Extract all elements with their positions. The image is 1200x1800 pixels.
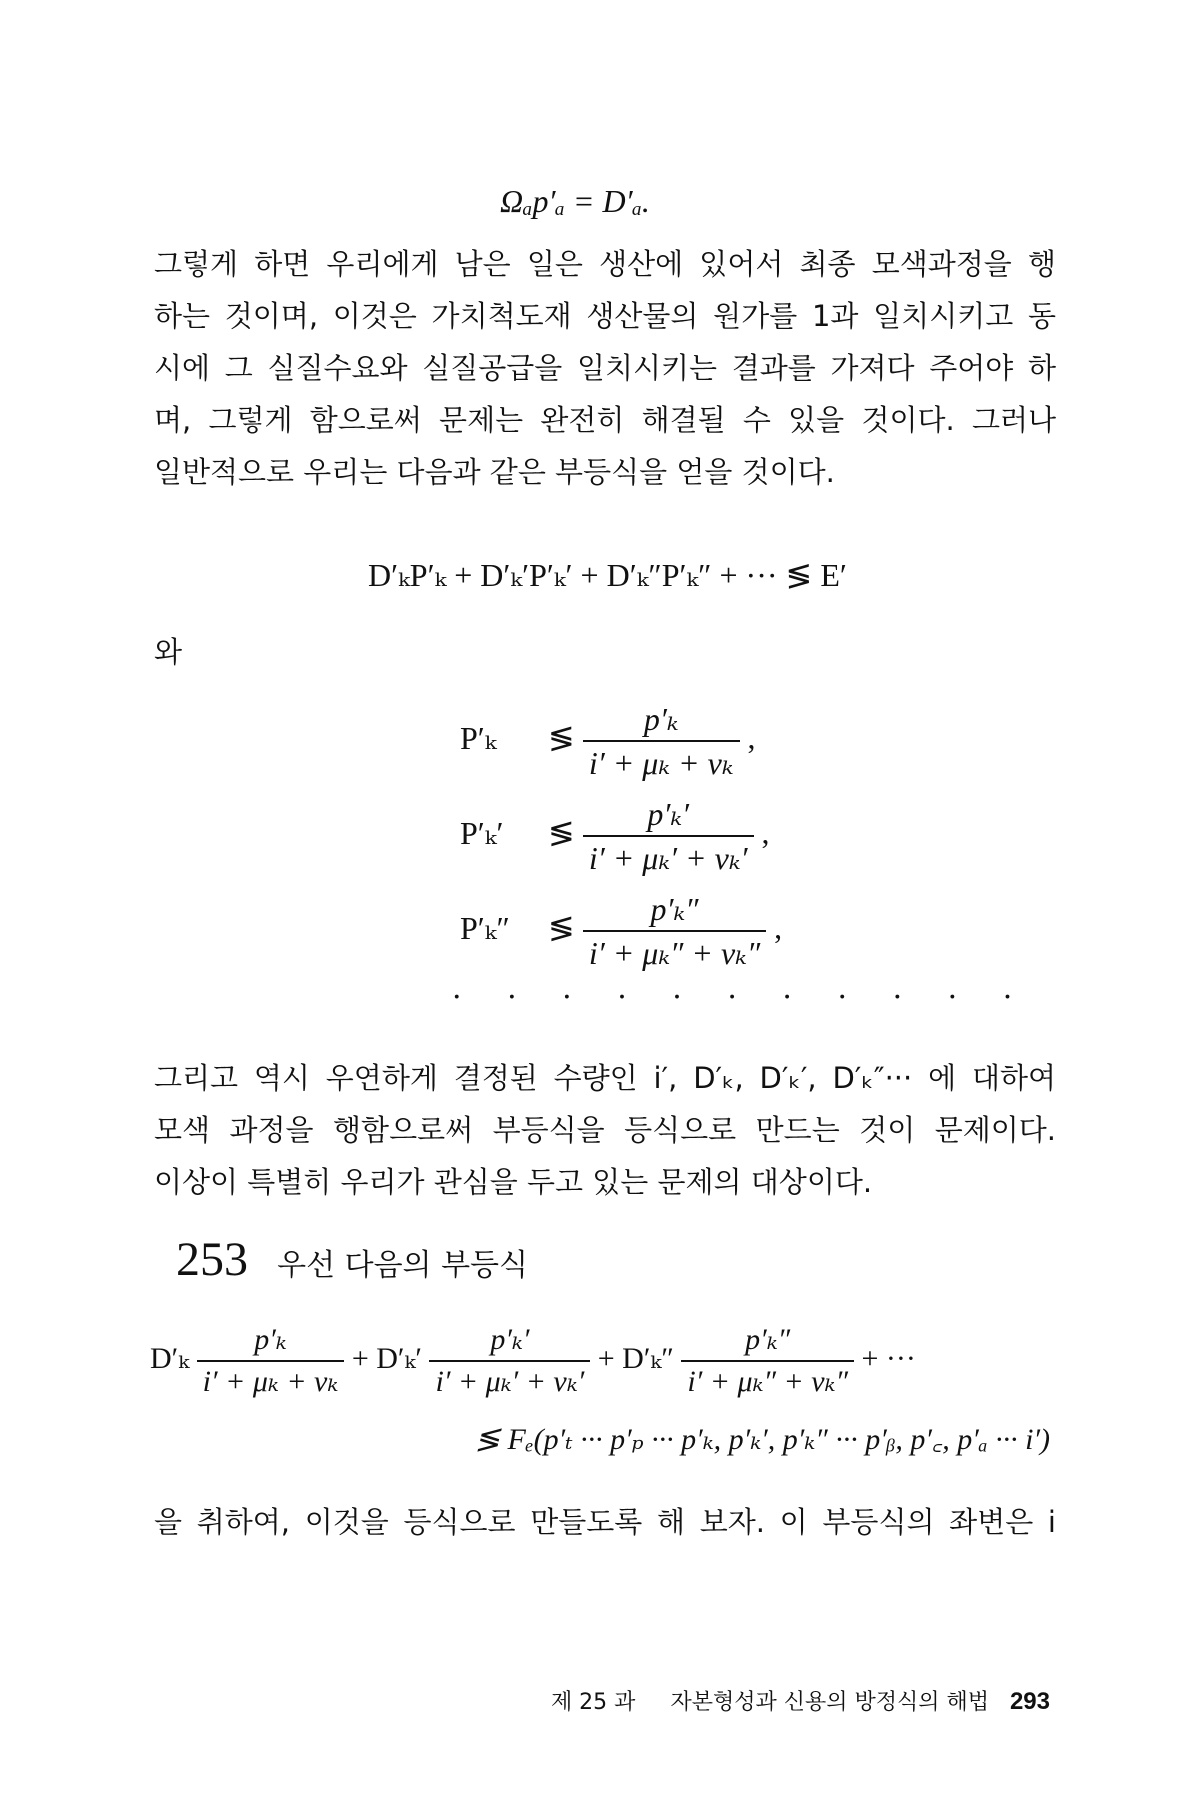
running-footer (551, 1685, 1050, 1716)
inequality-tail: , (747, 719, 756, 756)
paragraph-3 (154, 1496, 1056, 1548)
fraction-numerator: p′ₖ″ (583, 890, 766, 932)
page-number: 293 (1009, 1688, 1050, 1715)
paragraph-line: 그리고 역시 우연하게 결정된 수량인 i′, D′ₖ, D′ₖ′, D′ₖ″··· 에 대하여 (154, 1061, 1056, 1095)
fraction-numerator: p′ₖ (197, 1322, 345, 1362)
equation-demand-sum (368, 556, 847, 594)
continuation-dots: · · · · · · · · · · · (452, 980, 1031, 1015)
paragraph-1 (154, 238, 1056, 498)
inequality-tail: , (774, 909, 783, 946)
term-coefficient: D′ₖ (150, 1341, 190, 1375)
fraction-denominator: i′ + μₖ″ + νₖ″ (687, 1365, 848, 1398)
term-fraction (429, 1322, 590, 1400)
inequality-row (460, 700, 756, 783)
inequality-rel: ≶ (548, 909, 575, 946)
inequality-fraction (583, 795, 754, 878)
inequality-lhs: P′ₖ″ (460, 909, 510, 946)
fraction-numerator: p′ₖ′ (429, 1322, 590, 1362)
inequality-rel: ≶ (548, 814, 575, 851)
paragraph-line: 일반적으로 우리는 다음과 같은 부등식을 얻을 것이다. (154, 455, 835, 489)
paragraph-line: 그렇게 하면 우리에게 남은 일은 생산에 있어서 최종 모색과정을 행 (154, 247, 1056, 281)
paragraph-line: 며, 그렇게 함으로써 문제는 완전히 해결될 수 있을 것이다. 그러나 (154, 403, 1056, 437)
equation-demand-sum-text: D′ₖP′ₖ + D′ₖ′P′ₖ′ + D′ₖ″P′ₖ″ + ··· ≶ E′ (368, 557, 847, 593)
fraction-denominator: i′ + μₖ′ + νₖ′ (588, 840, 748, 877)
inequality-lhs: P′ₖ (460, 719, 497, 756)
section-title: 우선 다음의 부등식 (277, 1248, 529, 1283)
footer-title: 자본형성과 신용의 방정식의 해법 (670, 1690, 989, 1715)
fraction-numerator: p′ₖ (583, 700, 740, 742)
fraction-denominator: i′ + μₖ″ + νₖ″ (588, 935, 761, 972)
section-heading (176, 1232, 528, 1287)
paragraph-2 (154, 1052, 1056, 1208)
fraction-denominator: i′ + μₖ + νₖ (588, 745, 734, 782)
equation-omega-text: Ωₐp′ₐ = D′ₐ. (500, 183, 650, 219)
paragraph-line: 이상이 특별히 우리가 관심을 두고 있는 문제의 대상이다. (154, 1165, 873, 1199)
paragraph-line: 하는 것이며, 이것은 가치척도재 생산물의 원가를 1과 일치시키고 동 (154, 299, 1056, 333)
inequality-fraction (583, 890, 766, 973)
term-tail: + ··· (861, 1341, 916, 1375)
footer-chapter: 제 25 과 (550, 1690, 636, 1715)
big-inequality-rhs: ≶ Fₑ(p′ₜ ··· p′ₚ ··· p′ₖ, p′ₖ′, p′ₖ″ ··· p′ᵦ, p′꜀, p′ₐ ··· i′) (474, 1423, 1050, 1456)
fraction-numerator: p′ₖ′ (583, 795, 754, 837)
inequality-fraction (583, 700, 740, 783)
paragraph-line: 을 취하여, 이것을 등식으로 만들도록 해 보자. 이 부등식의 좌변은 i (154, 1505, 1056, 1539)
inequality-row (460, 890, 782, 973)
fraction-numerator: p′ₖ″ (681, 1322, 854, 1362)
inequality-row (460, 795, 770, 878)
term-coefficient: + D′ₖ′ (351, 1341, 422, 1375)
inequality-lhs: P′ₖ′ (460, 814, 504, 851)
term-coefficient: + D′ₖ″ (597, 1341, 674, 1375)
term-fraction (197, 1322, 345, 1400)
fraction-denominator: i′ + μₖ + νₖ (202, 1365, 339, 1398)
term-fraction (681, 1322, 854, 1400)
paragraph-line: 모색 과정을 행함으로써 부등식을 등식으로 만드는 것이 문제이다. (154, 1113, 1056, 1147)
fraction-denominator: i′ + μₖ′ + νₖ′ (435, 1365, 585, 1398)
big-inequality-lhs (150, 1322, 916, 1400)
section-number: 253 (176, 1233, 248, 1286)
inequality-rel: ≶ (548, 719, 575, 756)
equation-omega (500, 182, 650, 220)
conjunction-wa: 와 (154, 635, 183, 669)
paragraph-line: 시에 그 실질수요와 실질공급을 일치시키는 결과를 가져다 주어야 하 (154, 351, 1056, 385)
inequality-tail: , (761, 814, 770, 851)
